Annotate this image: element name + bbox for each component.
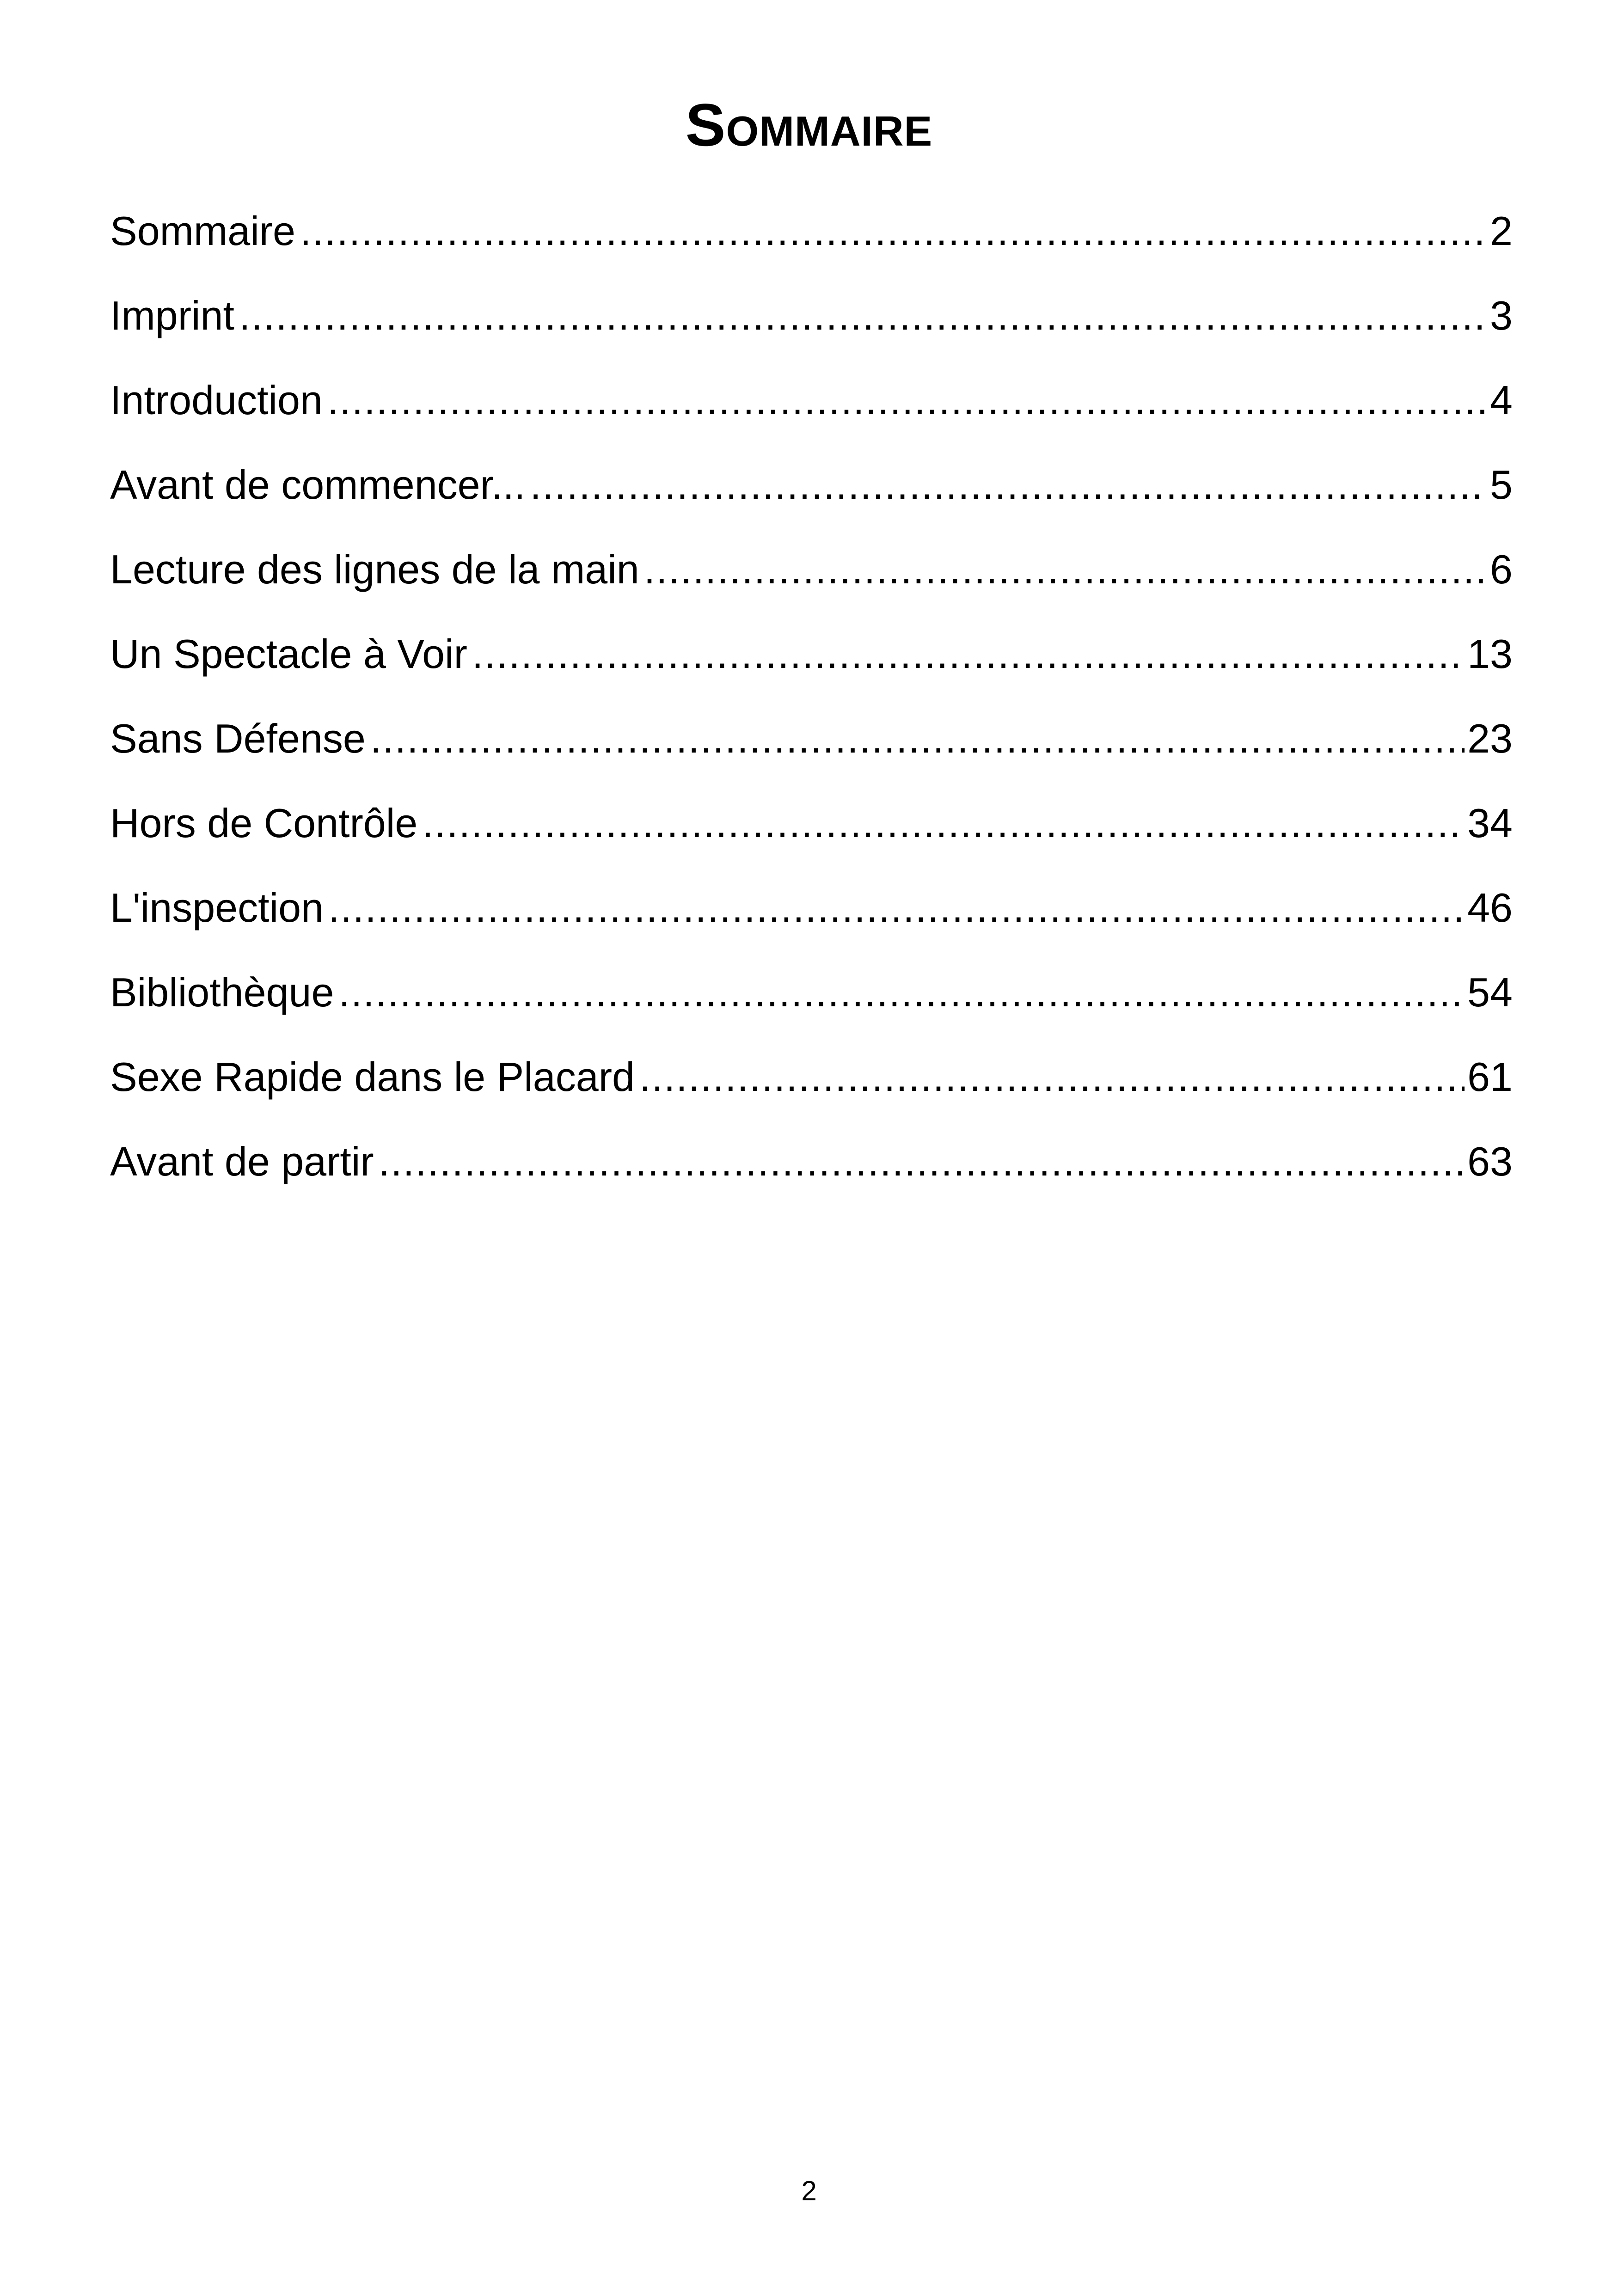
toc-entry-page: 23 xyxy=(1467,716,1513,761)
toc-entry-label: Avant de partir xyxy=(110,1139,374,1184)
toc-entry-page: 2 xyxy=(1490,208,1513,254)
toc-entry-label: Sommaire xyxy=(110,208,295,254)
toc-entry-imprint[interactable] xyxy=(110,283,1513,368)
toc-entry-label: Hors de Contrôle xyxy=(110,800,418,846)
toc-entry-label: Avant de commencer... xyxy=(110,462,526,508)
toc-entry-hors-de-controle[interactable] xyxy=(110,791,1513,876)
toc-entry-page: 3 xyxy=(1490,293,1513,338)
dot-leader xyxy=(327,368,1487,433)
toc-entry-bibliotheque[interactable] xyxy=(110,960,1513,1045)
dot-leader xyxy=(370,706,1465,771)
toc-entry-sexe-rapide[interactable] xyxy=(110,1045,1513,1129)
dot-leader xyxy=(300,199,1487,263)
dot-leader xyxy=(328,876,1465,940)
dot-leader xyxy=(530,453,1487,517)
table-of-contents xyxy=(110,199,1513,1214)
dot-leader xyxy=(338,960,1465,1025)
toc-entry-page: 61 xyxy=(1467,1054,1513,1100)
toc-entry-page: 4 xyxy=(1490,377,1513,423)
toc-entry-label: Imprint xyxy=(110,293,234,338)
toc-entry-page: 5 xyxy=(1490,462,1513,508)
toc-entry-label: Introduction xyxy=(110,377,323,423)
toc-entry-label: Sexe Rapide dans le Placard xyxy=(110,1054,635,1100)
dot-leader xyxy=(239,283,1487,348)
toc-entry-label: Bibliothèque xyxy=(110,969,334,1015)
toc-entry-page: 46 xyxy=(1467,885,1513,931)
toc-entry-avant-de-partir[interactable] xyxy=(110,1129,1513,1214)
dot-leader xyxy=(639,1045,1465,1109)
toc-entry-label: Un Spectacle à Voir xyxy=(110,631,467,677)
toc-entry-introduction[interactable] xyxy=(110,368,1513,453)
dot-leader xyxy=(644,537,1487,602)
toc-entry-page: 54 xyxy=(1467,969,1513,1015)
toc-entry-sommaire[interactable] xyxy=(110,199,1513,283)
toc-entry-un-spectacle[interactable] xyxy=(110,622,1513,706)
toc-entry-label: Sans Défense xyxy=(110,716,366,761)
toc-entry-inspection[interactable] xyxy=(110,876,1513,960)
toc-entry-page: 6 xyxy=(1490,546,1513,592)
toc-entry-avant-de-commencer[interactable] xyxy=(110,453,1513,537)
toc-entry-label: L'inspection xyxy=(110,885,324,931)
toc-entry-sans-defense[interactable] xyxy=(110,706,1513,791)
page-title: Sommaire xyxy=(685,91,933,159)
page-number: 2 xyxy=(801,2175,817,2206)
toc-entry-label: Lecture des lignes de la main xyxy=(110,546,639,592)
dot-leader xyxy=(379,1129,1465,1194)
dot-leader xyxy=(422,791,1465,856)
toc-entry-page: 63 xyxy=(1467,1139,1513,1184)
toc-entry-lecture-des-lignes[interactable] xyxy=(110,537,1513,622)
dot-leader xyxy=(472,622,1465,686)
toc-entry-page: 34 xyxy=(1467,800,1513,846)
toc-entry-page: 13 xyxy=(1467,631,1513,677)
